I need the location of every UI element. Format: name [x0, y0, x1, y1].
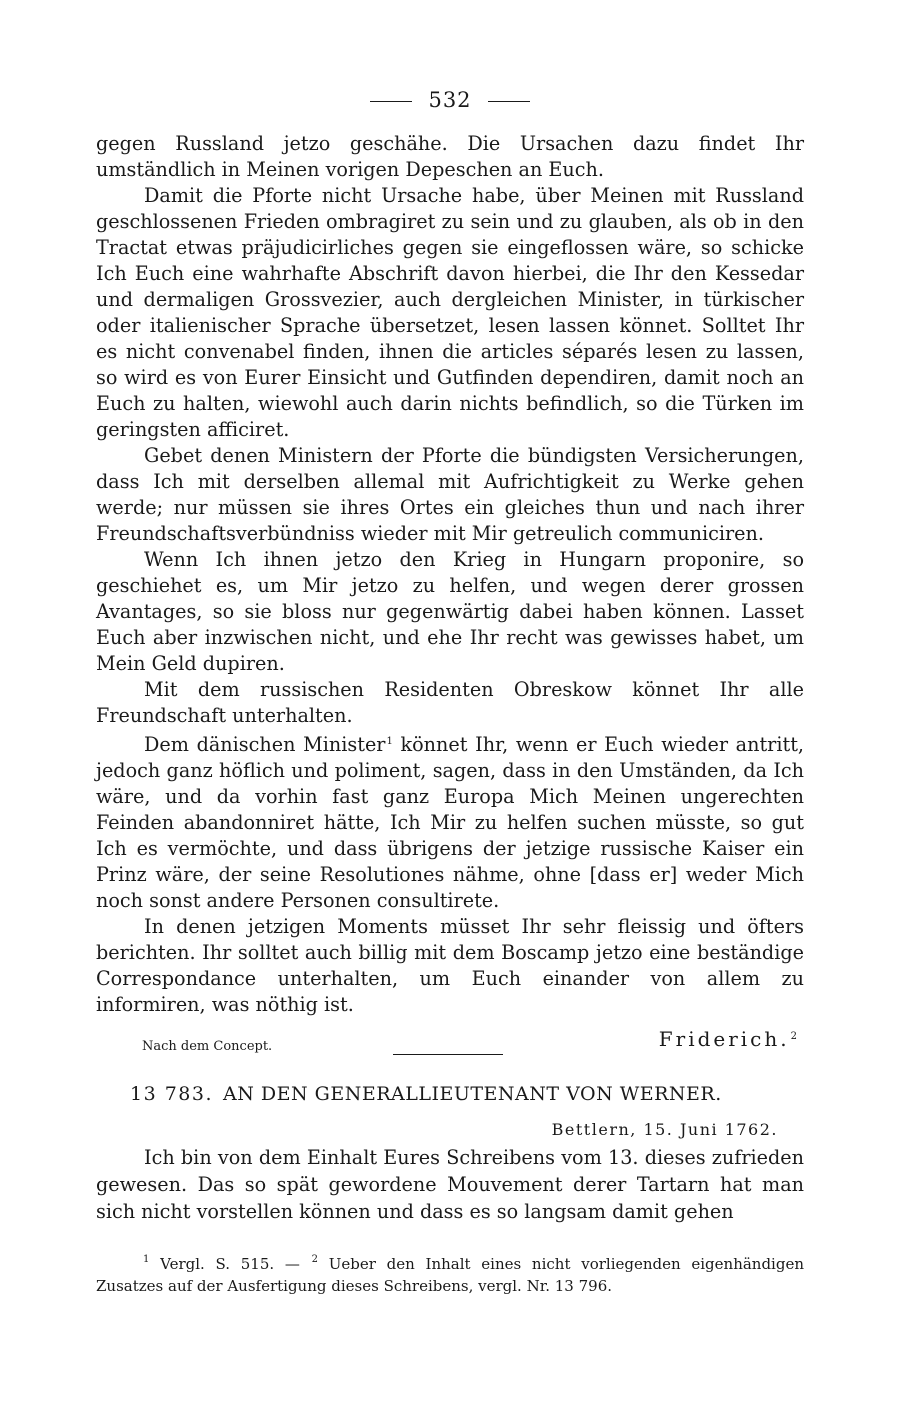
paragraph-7: In denen jetzigen Moments müsset Ihr sehr fleissig und öfters berichten. Ihr solltet auch billig mit dem Boscamp jetzo eine beständige Correspondance unterhalten, um Euch einander von allem zu informiren, was nöthig ist.	[96, 915, 804, 1016]
paragraph-6	[96, 729, 804, 914]
letter-body	[96, 131, 804, 1054]
footnote-text	[96, 1249, 804, 1297]
entry-title: AN DEN GENERALLIEUTENANT VON WERNER.	[223, 1083, 722, 1105]
paragraph-3: Gebet denen Ministern der Pforte die bündigsten Versicherungen, dass Ich mit derselben allemal mit Aufrichtigkeit zu Werke gehen werde; nur müssen sie ihres Ortes ein gleiches thun und nach ihrer Freundschaftsverbündniss wieder mit Mir getreulich communiciren.	[96, 444, 804, 545]
separator-rule	[393, 1054, 503, 1055]
source-note: Nach dem Concept.	[142, 1039, 273, 1054]
page-number: 532	[428, 88, 472, 112]
footnote-2-marker: 2	[311, 1254, 319, 1265]
entry-number: 13 783.	[130, 1083, 214, 1105]
signature-name: Friderich.	[658, 1027, 790, 1051]
footnote-1-text: Vergl. S. 515. —	[149, 1255, 311, 1273]
footnote-2-text: Ueber den Inhalt eines nicht vorliegenden eigenhändigen Zusatzes auf der Ausfertigung dieses Schreibens, vergl. Nr. 13 796.	[96, 1255, 804, 1295]
entry-body	[96, 1144, 804, 1225]
signature	[659, 1024, 800, 1052]
footnotes	[96, 1249, 804, 1297]
footnote-marker-1: 1	[386, 736, 393, 747]
paragraph-6-start: Dem dänischen Minister	[144, 733, 386, 756]
paragraph-1: gegen Russland jetzo geschähe. Die Ursachen dazu findet Ihr umständlich in Meinen vorigen Depeschen an Euch.	[96, 132, 804, 181]
entry-paragraph: Ich bin von dem Einhalt Eures Schreibens vom 13. dieses zufrieden gewesen. Das so spät gewordene Mouvement derer Tartarn hat man sich nicht vorstellen können und dass es so langsam damit gehen	[96, 1146, 804, 1223]
page-header	[0, 88, 900, 112]
footnote-1-marker: 1	[143, 1254, 150, 1265]
header-dash-right	[488, 101, 530, 102]
header-dash-left	[370, 101, 412, 102]
entry-date: Bettlern, 15. Juni 1762.	[551, 1120, 778, 1139]
footnote-marker-2: 2	[790, 1031, 800, 1042]
paragraph-6-rest: könnet Ihr, wenn er Euch wieder antritt, jedoch ganz höflich und poliment, sagen, dass in den Umständen, da Ich wäre, und da vorhin fast ganz Europa Mich Meinen ungerechten Feinden abandonniret hätte, Ich Mir zu helfen suchen müsste, so gut Ich es vermöchte, und dass übrigens der jetzige russische Kaiser ein Prinz wäre, der seine Resolutiones nähme, ohne [dass er] weder Mich noch sonst andere Personen consultirete.	[96, 733, 805, 912]
paragraph-5: Mit dem russischen Residenten Obreskow könnet Ihr alle Freundschaft unterhalten.	[96, 678, 804, 727]
entry-heading	[130, 1083, 810, 1105]
signature-row	[96, 1024, 804, 1054]
paragraph-2: Damit die Pforte nicht Ursache habe, über Meinen mit Russland geschlossenen Frieden ombragiret zu sein und zu glauben, als ob in den Tractat etwas präjudicirliches gegen sie eingeflossen wäre, so schicke Ich Euch eine wahrhafte Abschrift davon hierbei, die Ihr den Kessedar und dermaligen Grossvezier, auch dergleichen Minister, in türkischer oder italienischer Sprache übersetzet, lesen lassen könnet. Solltet Ihr es nicht convenabel finden, ihnen die articles séparés lesen zu lassen, so wird es von Eurer Einsicht und Gutfinden dependiren, damit noch an Euch zu halten, wiewohl auch darin nichts befindlich, so die Türken im geringsten afficiret.	[96, 184, 804, 441]
paragraph-4: Wenn Ich ihnen jetzo den Krieg in Hungarn proponire, so geschiehet es, um Mir jetzo zu helfen, und wegen derer grossen Avantages, so sie bloss nur gegenwärtig dabei haben können. Lasset Euch aber inzwischen nicht, und ehe Ihr recht was gewisses habet, um Mein Geld dupiren.	[96, 548, 804, 675]
